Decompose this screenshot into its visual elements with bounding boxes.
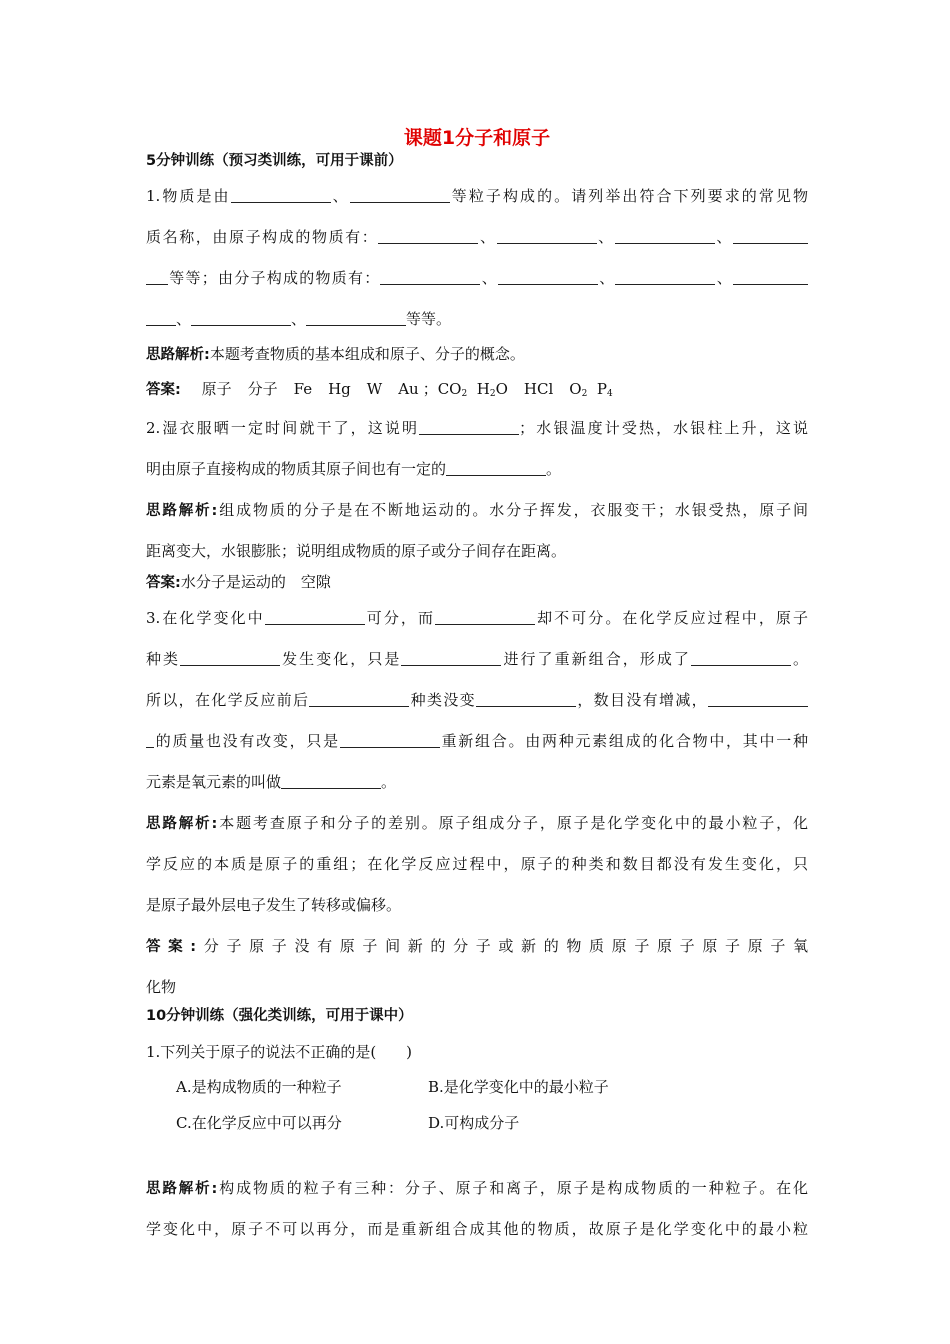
- q2-answer: 答案:水分子是运动的 空隙: [146, 573, 331, 591]
- q2-analysis-1: 思路解析:组成物质的分子是在不断地运动的。水分子挥发，衣服变干；水银受热，原子间: [146, 501, 808, 519]
- answer-blank[interactable]: [380, 268, 480, 285]
- answer-blank[interactable]: [306, 309, 406, 326]
- q3-analysis-3: 是原子最外层电子发生了转移或偏移。: [146, 896, 402, 914]
- answer-blank[interactable]: [231, 186, 331, 203]
- s2-q1-analysis-1: 思路解析:构成物质的粒子有三种：分子、原子和离子，原子是构成物质的一种粒子。在化: [146, 1179, 808, 1197]
- answer-blank[interactable]: [350, 186, 450, 203]
- answer-blank[interactable]: [615, 227, 715, 244]
- question-1: [146, 176, 808, 340]
- answer-blank[interactable]: [378, 227, 478, 244]
- answer-blank[interactable]: [476, 690, 576, 707]
- q3-analysis-2: 学反应的本质是原子的重组；在化学反应过程中，原子的种类和数目都没有发生变化，只: [146, 855, 808, 873]
- s2-q1-analysis: [146, 1168, 808, 1250]
- answer-blank[interactable]: [691, 649, 791, 666]
- q1-answer: 答案: 原子 分子 Fe Hg W Au ；$CO_2$ $H_2O$ HCl $O_2$ $P_4$: [146, 380, 613, 399]
- q3-answer-cont: 化物: [146, 978, 177, 996]
- answer-blank[interactable]: [146, 309, 176, 326]
- q3-line-1: 3.在化学变化中 可分，而 却不可分。在化学反应过程中，原子: [146, 609, 808, 627]
- s2-q1-analysis-2: 学变化中，原子不可以再分，而是重新组合成其他的物质，故原子是化学变化中的最小粒: [146, 1220, 808, 1238]
- q1-line-3: 等等；由分子构成的物质有： 、 、 、: [146, 258, 808, 299]
- option-c[interactable]: C.在化学反应中可以再分: [176, 1114, 342, 1132]
- q1-line-4: 、 、 等等。: [146, 299, 808, 340]
- answer-blank[interactable]: [309, 690, 409, 707]
- section-heading-10min: 10分钟训练（强化类训练，可用于课中）: [146, 1008, 413, 1024]
- answer-blank[interactable]: [435, 608, 535, 625]
- answer-blank[interactable]: [146, 731, 154, 748]
- answer-blank[interactable]: [497, 227, 597, 244]
- q1-solution: [146, 337, 808, 407]
- answer-blank[interactable]: [281, 772, 381, 789]
- answer-blank[interactable]: [265, 608, 365, 625]
- answer-blank[interactable]: [733, 268, 808, 285]
- answer-blank[interactable]: [180, 649, 280, 666]
- section-heading-5min: 5分钟训练（预习类训练，可用于课前）: [146, 153, 403, 169]
- q1-analysis: 思路解析:本题考查物质的基本组成和原子、分子的概念。: [146, 345, 525, 363]
- s2-q1-stem: 1.下列关于原子的说法不正确的是( ): [146, 1043, 413, 1061]
- page-title: 课题1分子和原子: [403, 127, 551, 149]
- q1-line-1: 1.物质是由 、 等粒子构成的。请列举出符合下列要求的常见物: [146, 187, 808, 205]
- q3-answer: 答案:分子原子没有原子间新的分子或新的物质原子原子原子原子氧: [146, 937, 808, 955]
- option-b[interactable]: B.是化学变化中的最小粒子: [428, 1078, 609, 1096]
- answer-blank[interactable]: [191, 309, 291, 326]
- answer-blank[interactable]: [615, 268, 715, 285]
- option-a[interactable]: A.是构成物质的一种粒子: [176, 1078, 342, 1096]
- answer-blank[interactable]: [401, 649, 501, 666]
- q1-line-2: 质名称，由原子构成的物质有： 、 、 、: [146, 217, 808, 258]
- question-2: [146, 408, 808, 572]
- question-3: [146, 598, 808, 1008]
- answer-blank[interactable]: [146, 268, 168, 285]
- q3-line-2: 种类 发生变化，只是 进行了重新组合，形成了 。: [146, 650, 808, 668]
- option-d[interactable]: D.可构成分子: [428, 1114, 520, 1132]
- q3-analysis-1: 思路解析:本题考查原子和分子的差别。原子组成分子，原子是化学变化中的最小粒子，化: [146, 814, 808, 832]
- answer-blank[interactable]: [340, 731, 440, 748]
- answer-blank[interactable]: [446, 459, 546, 476]
- answer-blank[interactable]: [498, 268, 598, 285]
- q2-analysis-2: 距离变大，水银膨胀；说明组成物质的原子或分子间存在距离。: [146, 542, 567, 560]
- q2-line-1: 2.湿衣服晒一定时间就干了，这说明 ；水银温度计受热，水银柱上升，这说: [146, 419, 808, 437]
- q3-line-5: 元素是氧元素的叫做 。: [146, 773, 397, 791]
- q2-line-2: 明由原子直接构成的物质其原子间也有一定的 。: [146, 460, 562, 478]
- answer-blank[interactable]: [733, 227, 808, 244]
- q3-line-3: 所以，在化学反应前后 种类没变 ，数目没有增减，: [146, 680, 808, 721]
- q2-answer-block: [146, 564, 808, 600]
- q3-line-4: 的质量也没有改变，只是 重新组合。由两种元素组成的化合物中，其中一种: [146, 721, 808, 762]
- answer-blank[interactable]: [708, 690, 808, 707]
- answer-blank[interactable]: [419, 418, 519, 435]
